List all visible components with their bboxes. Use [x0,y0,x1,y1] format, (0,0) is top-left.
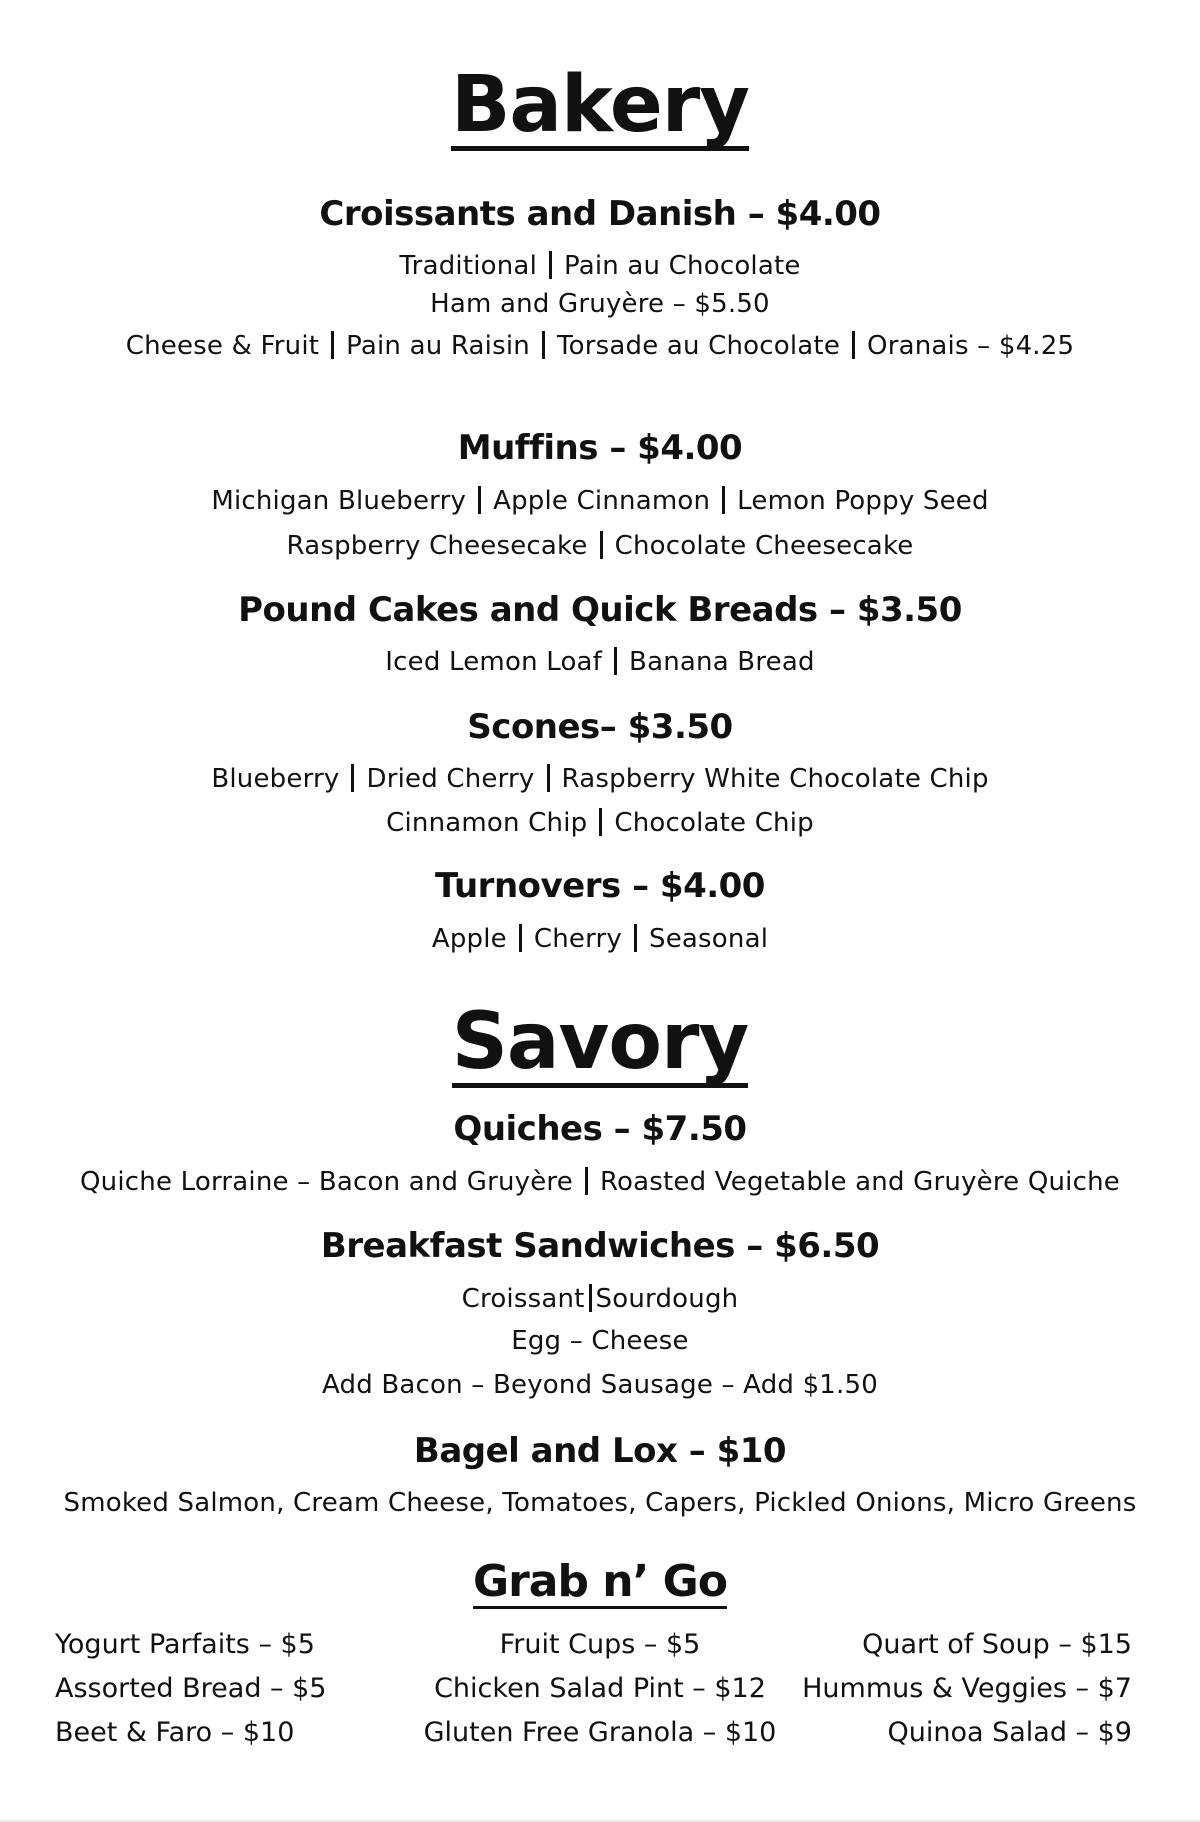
pound-cakes-heading: Pound Cakes and Quick Breads – $3.50 [238,590,962,630]
sandwiches-line-1 [0,1284,1200,1312]
menu-item: Michigan Blueberry [211,486,467,516]
grab-item: Chicken Salad Pint – $12 [434,1673,766,1704]
bakery-section-title [0,60,1200,151]
menu-item: Blueberry [211,764,340,794]
bagel-line-1: Smoked Salmon, Cream Cheese, Tomatoes, Capers, Pickled Onions, Micro Greens [63,1488,1137,1518]
separator [589,1284,592,1312]
croissants-line-1 [0,251,1200,279]
menu-item: Chocolate Cheesecake [614,531,914,561]
separator [614,647,617,675]
grab-item: Fruit Cups – $5 [499,1629,701,1660]
grab-item: Yogurt Parfaits – $5 [55,1629,315,1660]
savory-title-text: Savory [451,997,749,1087]
separator [331,331,334,359]
grab-item: Quart of Soup – $15 [862,1629,1132,1660]
separator [585,1167,588,1195]
menu-item: Torsade au Chocolate [556,331,841,361]
menu-item: Raspberry White Chocolate Chip [561,764,989,794]
savory-section-title [0,997,1200,1088]
menu-item: Seasonal [649,924,769,954]
separator [519,924,522,952]
menu-item: Apple Cinnamon [493,486,711,516]
croissants-heading: Croissants and Danish – $4.00 [319,194,881,234]
sandwiches-line-3: Add Bacon – Beyond Sausage – Add $1.50 [321,1370,878,1400]
menu-item: Quiche Lorraine – Bacon and Gruyère [80,1167,573,1197]
scones-heading: Scones– $3.50 [467,707,733,747]
menu-item: Croissant [461,1284,585,1314]
quiches-heading: Quiches – $7.50 [453,1109,747,1149]
menu-item: Sourdough [595,1284,739,1314]
grab-item: Beet & Faro – $10 [55,1717,295,1748]
grab-item: Hummus & Veggies – $7 [802,1673,1132,1704]
grab-n-go-title [0,1556,1200,1609]
menu-item: Apple [431,924,507,954]
sandwiches-line-2: Egg – Cheese [511,1326,689,1356]
menu-item: Dried Cherry [366,764,535,794]
muffins-line-2 [0,531,1200,559]
menu-item: Oranais – $4.25 [867,331,1075,361]
separator [634,924,637,952]
grab-n-go-title-text: Grab n’ Go [472,1556,728,1607]
quiches-line-1 [0,1167,1200,1195]
bagel-heading: Bagel and Lox – $10 [413,1431,787,1471]
grab-item: Gluten Free Granola – $10 [423,1717,777,1748]
pound-cakes-line-1 [0,647,1200,675]
menu-item: Pain au Chocolate [564,251,801,281]
turnovers-heading: Turnovers – $4.00 [435,866,765,906]
menu-item: Cherry [533,924,623,954]
croissants-line-2: Ham and Gruyère – $5.50 [430,289,770,319]
grab-item: Quinoa Salad – $9 [887,1717,1132,1748]
menu-item: Chocolate Chip [614,808,814,838]
separator [722,486,725,514]
separator [549,251,552,279]
menu-item: Pain au Raisin [346,331,530,361]
scones-line-2 [0,808,1200,836]
separator [542,331,545,359]
separator [852,331,855,359]
menu-item: Cinnamon Chip [386,808,588,838]
bakery-title-text: Bakery [450,60,750,150]
muffins-line-1 [0,486,1200,514]
menu-item: Roasted Vegetable and Gruyère Quiche [599,1167,1120,1197]
grab-item: Assorted Bread – $5 [55,1673,327,1704]
menu-item: Iced Lemon Loaf [385,647,603,677]
separator [351,764,354,792]
separator [478,486,481,514]
croissants-line-3 [0,331,1200,359]
separator [547,764,550,792]
menu-item: Cheese & Fruit [125,331,320,361]
menu-item: Traditional [399,251,537,281]
separator [600,531,603,559]
menu-item: Banana Bread [629,647,815,677]
menu-item: Raspberry Cheesecake [286,531,588,561]
scones-line-1 [0,764,1200,792]
turnovers-line-1 [0,924,1200,952]
separator [599,808,602,836]
muffins-heading: Muffins – $4.00 [457,428,743,468]
sandwiches-heading: Breakfast Sandwiches – $6.50 [320,1226,880,1266]
menu-item: Lemon Poppy Seed [737,486,989,516]
